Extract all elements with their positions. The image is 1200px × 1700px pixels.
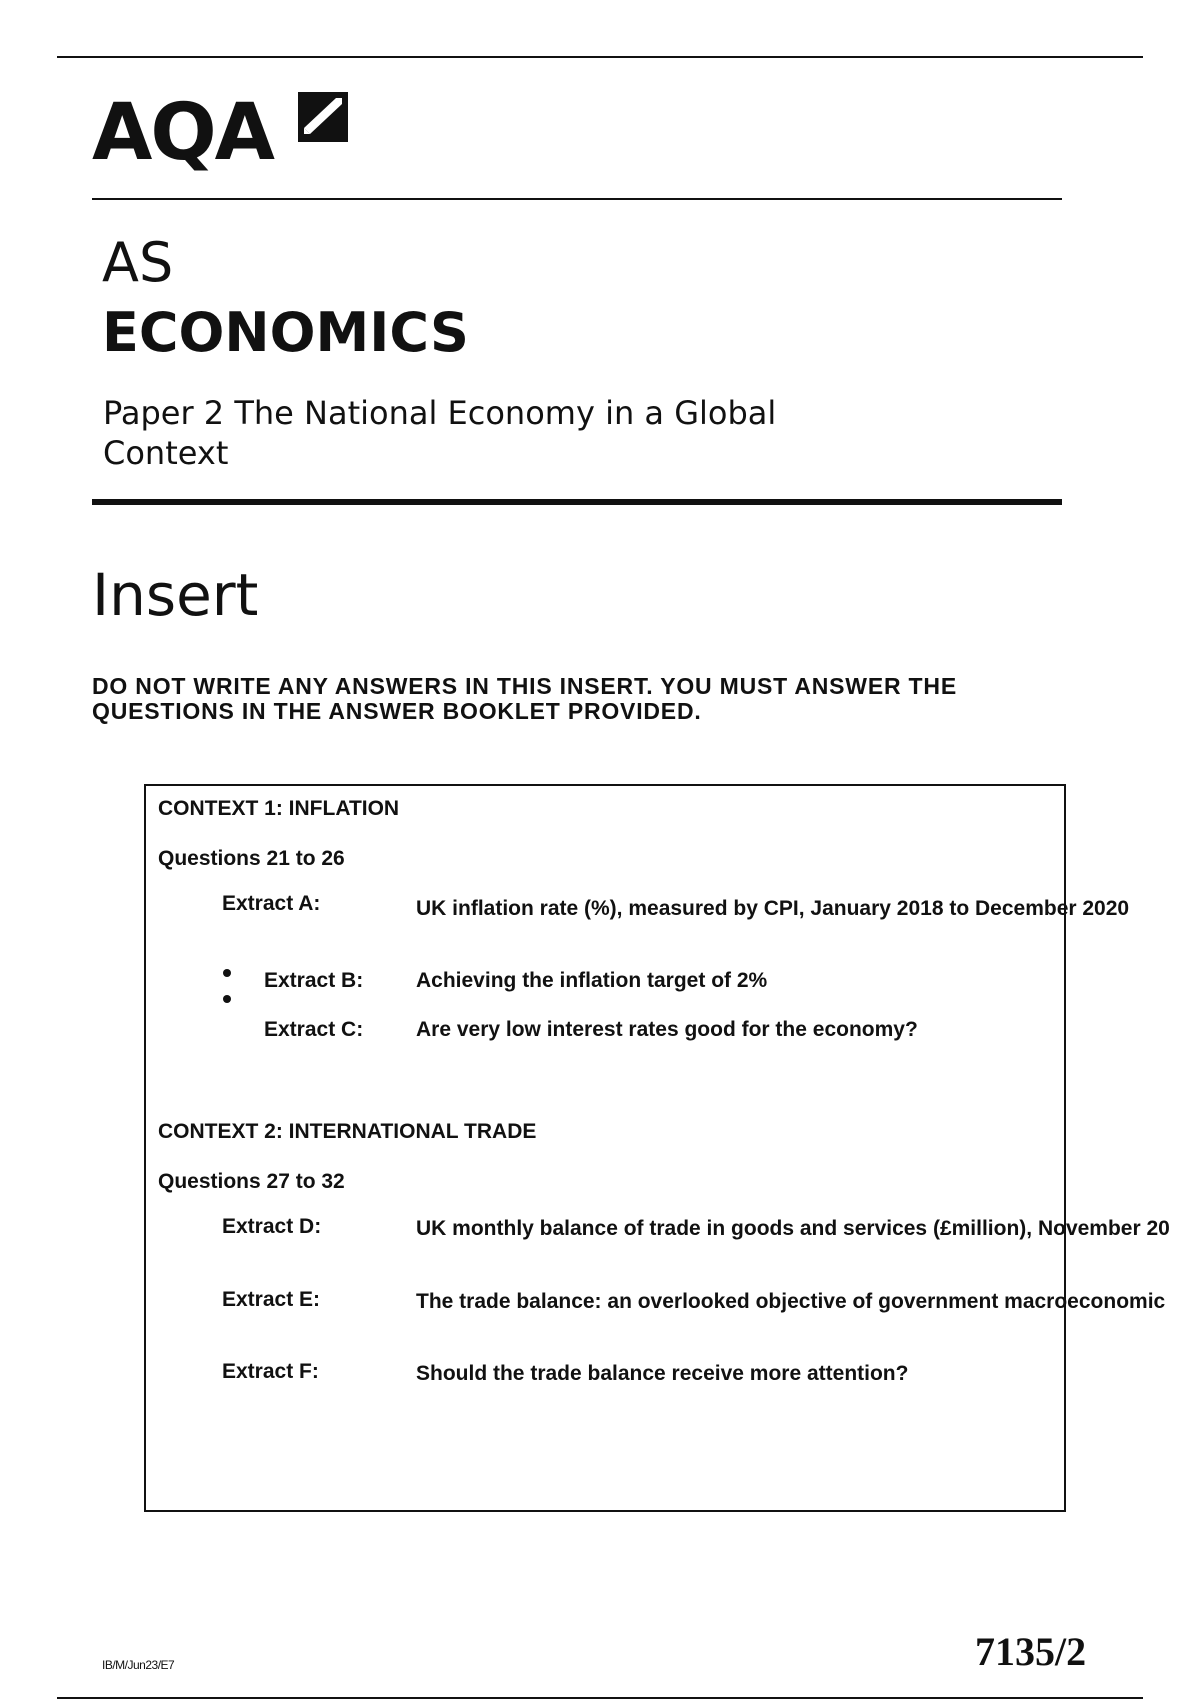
questions-range: Questions 21 to 26: [158, 847, 345, 870]
extract-label: Extract C:: [264, 1018, 364, 1041]
context-heading: CONTEXT 2: INTERNATIONAL TRADE: [158, 1120, 537, 1143]
aqa-logo: [92, 84, 362, 184]
extract-title: The trade balance: an overlooked objective of government macroeconomic: [416, 1290, 1166, 1313]
instruction-text: DO NOT WRITE ANY ANSWERS IN THIS INSERT. YOU MUST ANSWER THE QUESTIONS IN THE ANSWER BOOKLET PROVIDED.: [92, 673, 957, 724]
contents-box: [144, 784, 1170, 1512]
title-rule: [92, 499, 1062, 505]
paper-title: Paper 2 The National Economy in a Global Context: [103, 394, 777, 472]
context-heading: CONTEXT 1: INFLATION: [158, 797, 400, 820]
reference-code: IB/M/Jun23/E7: [102, 1658, 175, 1672]
paper-code: 7135/2: [975, 1629, 1087, 1674]
extract-label: Extract E:: [222, 1288, 321, 1311]
top-rule: [57, 56, 1143, 58]
bullet-icon: [223, 995, 231, 1003]
extract-label: Extract D:: [222, 1215, 322, 1238]
subject-title: ECONOMICS: [102, 301, 469, 364]
bullet-icon: [223, 969, 231, 977]
bottom-rule: [57, 1697, 1143, 1699]
extract-label: Extract F:: [222, 1360, 319, 1383]
extract-title: Achieving the inflation target of 2%: [416, 969, 768, 992]
extract-label: Extract A:: [222, 892, 321, 915]
extract-label: Extract B:: [264, 969, 364, 992]
questions-range: Questions 27 to 32: [158, 1170, 345, 1193]
extract-title: Are very low interest rates good for the economy?: [416, 1018, 918, 1041]
extract-title: Should the trade balance receive more attention?: [416, 1362, 909, 1385]
insert-label: Insert: [92, 561, 259, 629]
extract-title: UK inflation rate (%), measured by CPI, January 2018 to December 2020: [416, 897, 1130, 920]
extract-title: UK monthly balance of trade in goods and services (£million), November 20: [416, 1217, 1170, 1240]
aqa-logo-mark-icon: [294, 88, 352, 146]
logo-text: AQA: [92, 88, 274, 178]
qualification-level: AS: [102, 231, 174, 294]
header-rule: [92, 198, 1062, 200]
